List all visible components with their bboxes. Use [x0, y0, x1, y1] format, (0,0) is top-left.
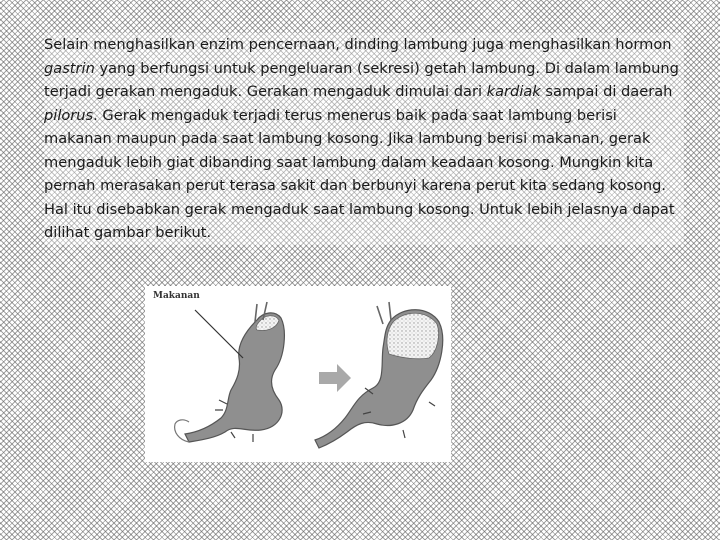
food-in-stomach-right — [387, 313, 439, 359]
paragraph-part-1: Selain menghasilkan enzim pencernaan, dinding lambung juga menghasilkan hormon — [44, 36, 672, 53]
esophagus-right — [377, 302, 391, 324]
paragraph-part-2: yang berfungsi untuk pengeluaran (sekresi) getah lambung. Di dalam lambung terjadi gerakan mengaduk. Gerakan mengaduk dimulai dari — [44, 59, 679, 100]
paragraph-part-4: . Gerak mengaduk terjadi terus menerus baik pada saat lambung berisi makanan maupun pada saat lambung kosong. Jika lambung berisi makanan, gerak mengaduk lebih giat dibanding saat lambung dalam keadaan kosong. Mungkin kita pernah merasakan perut terasa sakit dan berbunyi karena perut kita sedang kosong. Hal itu disebabkan gerak mengaduk saat lambung kosong. Untuk lebih jelasnya dapat dilihat gambar berikut. — [44, 106, 675, 241]
body-paragraph — [44, 33, 684, 245]
pointer-line — [195, 310, 243, 358]
arrow-right-icon — [319, 364, 351, 392]
stomach-illustration — [145, 286, 451, 462]
stomach-left — [175, 302, 285, 442]
figure-label: Makanan — [153, 291, 200, 301]
term-kardiak: kardiak — [486, 83, 541, 100]
term-gastrin: gastrin — [44, 59, 95, 77]
stomach-movement-figure — [145, 286, 451, 462]
paragraph-part-3: sampai di daerah — [540, 83, 673, 100]
term-pilorus: pilorus — [44, 106, 94, 124]
